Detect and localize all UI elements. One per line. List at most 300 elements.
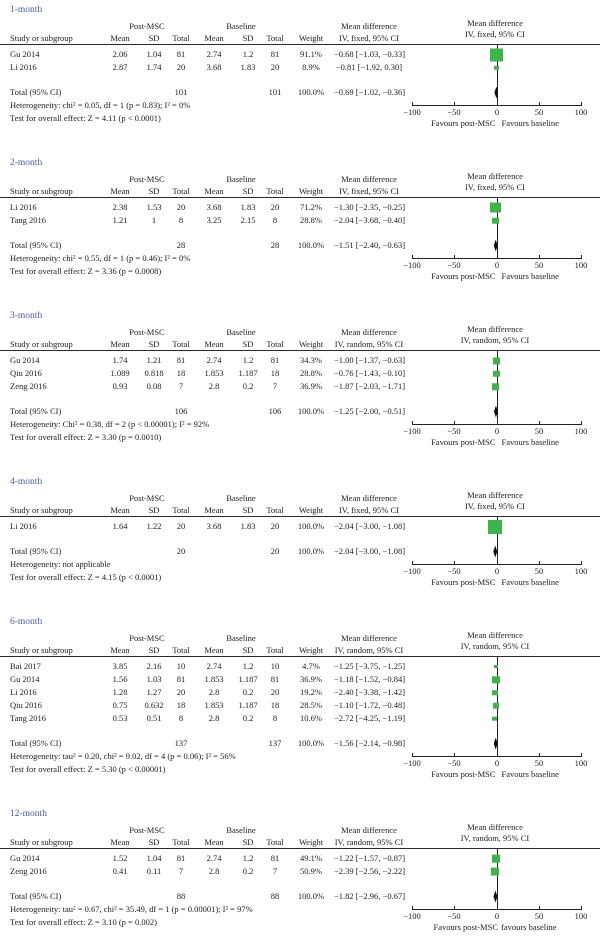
empty-cell [100, 890, 140, 903]
plot-header-method: IV, fixed, 95% CI [464, 29, 526, 39]
total-n1: 101 [174, 87, 188, 97]
total2-column-header: Total [266, 837, 284, 847]
mean1-value: 1.74 [112, 355, 128, 365]
sd2-value: 0.2 [242, 381, 254, 391]
mean2-value: 1.853 [204, 674, 224, 684]
header-spacer [288, 825, 334, 836]
weight-value: 19.2% [300, 687, 322, 697]
sd2-value: 2.15 [240, 215, 256, 225]
total-row [0, 545, 600, 558]
axis-tick [539, 421, 540, 425]
empty-cell [234, 737, 262, 750]
total-weight: 100.0% [297, 87, 325, 97]
plot-header-title: Mean difference [467, 822, 523, 832]
study-row [0, 61, 600, 74]
ci-text: −1.22 [−1.57, −0.87] [334, 853, 406, 863]
ci-text: −2.39 [−2.56, −2.22] [334, 866, 406, 876]
weight-column-header: Weight [298, 645, 324, 655]
group2-header: Baseline [226, 633, 256, 643]
total1-value: 18 [176, 368, 186, 378]
forest-square [488, 520, 502, 534]
axis-tick-label: 50 [534, 260, 544, 270]
empty-cell [100, 239, 140, 252]
axis-tick-label: 50 [534, 911, 544, 921]
method-column-header: IV, random, 95% CI [334, 339, 404, 349]
mean1-value: 3.85 [112, 661, 128, 671]
total2-value: 18 [270, 700, 280, 710]
sd2-value: 1.2 [242, 661, 254, 671]
weight-value: 10.6% [300, 713, 322, 723]
header-spacer [288, 493, 334, 504]
axis-tick-label: −100 [403, 758, 421, 768]
axis-tick-label: −50 [447, 426, 461, 436]
overall-effect-note: Test for overall effect: Z = 3.10 (p = 0.002) [10, 916, 157, 927]
axis-tick [412, 906, 413, 910]
axis-tick-label: −50 [447, 107, 461, 117]
total2-value: 7 [272, 866, 278, 876]
sd1-value: 0.632 [144, 700, 164, 710]
total1-column-header: Total [172, 505, 190, 515]
group1-header: Post-MSC [129, 327, 165, 337]
plot-header [406, 171, 584, 193]
axis-tick-label: −50 [447, 566, 461, 576]
study-column-header: Study or subgroup [10, 837, 73, 847]
axis-tick-label: 100 [574, 758, 588, 768]
section-title: 1-month [10, 5, 43, 15]
axis-tick [454, 753, 455, 757]
favours-caption [406, 577, 584, 587]
heterogeneity-note: Heterogeneity: chi² = 0.05, df = 1 (p = 0.83); I² = 0% [10, 100, 191, 110]
sd2-column-header: SD [242, 33, 254, 43]
favours-right-label: Favours baseline [501, 769, 559, 779]
total1-value: 81 [176, 674, 186, 684]
section-title: 4-month [10, 477, 43, 487]
sd1-value: 1.22 [146, 521, 162, 531]
header-spacer [0, 825, 100, 836]
study-name: Li 2016 [10, 687, 37, 697]
study-row [0, 520, 600, 533]
weight-column-header: Weight [298, 837, 324, 847]
empty-cell [194, 86, 234, 99]
total-diamond [494, 87, 498, 99]
axis-tick [497, 561, 498, 565]
sd2-value: 1.187 [238, 700, 258, 710]
mean1-value: 1.21 [112, 215, 128, 225]
axis-tick-label: 100 [574, 911, 588, 921]
overall-effect-note: Test for overall effect: Z = 3.30 (p = 0.0010) [10, 431, 162, 442]
study-row [0, 660, 600, 673]
axis-tick-label: 50 [534, 107, 544, 117]
sd1-column-header: SD [148, 837, 160, 847]
total-row [0, 890, 600, 903]
plot-header-title: Mean difference [467, 171, 523, 181]
mean1-column-header: Mean [110, 186, 130, 196]
empty-cell [140, 737, 168, 750]
total2-value: 81 [270, 853, 280, 863]
sd1-column-header: SD [148, 645, 160, 655]
weight-column-header: Weight [298, 505, 324, 515]
mean2-value: 3.25 [206, 215, 222, 225]
total-weight: 100.0% [297, 891, 325, 901]
total2-column-header: Total [266, 186, 284, 196]
total2-value: 20 [270, 521, 280, 531]
sd2-value: 1.2 [242, 49, 254, 59]
mean2-value: 2.74 [206, 853, 222, 863]
forest-square [494, 65, 498, 69]
study-row [0, 686, 600, 699]
ci-text: −2.40 [−3.38, −1.42] [334, 687, 406, 697]
forest-square [493, 357, 500, 364]
total2-value: 10 [270, 661, 280, 671]
axis-tick-label: 0 [494, 260, 500, 270]
x-axis [0, 105, 600, 131]
sd2-value: 1.2 [242, 853, 254, 863]
group1-header: Post-MSC [129, 493, 165, 503]
forest-square [493, 370, 500, 377]
section-title: 12-month [10, 809, 47, 819]
heterogeneity-note: Heterogeneity: tau² = 0.20, chi² = 9.02, df = 4 (p = 0.06); I² = 56% [10, 751, 236, 761]
axis-tick [497, 421, 498, 425]
forest-square [494, 665, 498, 669]
total-n1: 106 [174, 406, 188, 416]
sd2-column-header: SD [242, 505, 254, 515]
method-column-header: IV, random, 95% CI [334, 837, 404, 847]
sd1-value: 0.08 [146, 381, 162, 391]
group2-header: Baseline [226, 174, 256, 184]
axis-tick-label: −50 [447, 758, 461, 768]
axis-tick-label: 0 [494, 107, 500, 117]
axis-tick [581, 102, 582, 106]
total-ci: −1.56 [−2.14, −0.98] [334, 738, 406, 748]
weight-value: 49.1% [300, 853, 322, 863]
sd1-value: 1.03 [146, 674, 162, 684]
mean1-column-header: Mean [110, 505, 130, 515]
ci-text: −1.30 [−2.35, −0.25] [334, 202, 406, 212]
plot-header-method: IV, fixed, 95% CI [464, 182, 526, 192]
total2-value: 18 [270, 368, 280, 378]
study-row [0, 367, 600, 380]
favours-right-label: Favours baseline [501, 437, 559, 447]
empty-cell [194, 737, 234, 750]
header-spacer [288, 174, 334, 185]
x-axis [0, 424, 600, 450]
group1-header: Post-MSC [129, 21, 165, 31]
mean1-value: 1.52 [112, 853, 128, 863]
total-row [0, 737, 600, 750]
axis-tick [412, 561, 413, 565]
study-row [0, 201, 600, 214]
mean2-column-header: Mean [204, 339, 224, 349]
plot-header [406, 18, 584, 40]
sd1-value: 1.21 [146, 355, 162, 365]
axis-tick [454, 102, 455, 106]
axis-tick-label: 100 [574, 426, 588, 436]
subgroup-section [0, 4, 600, 131]
total2-value: 8 [272, 215, 278, 225]
total2-value: 7 [272, 381, 278, 391]
plot-header [406, 822, 584, 844]
total1-value: 81 [176, 853, 186, 863]
subgroup-section [0, 157, 600, 284]
empty-cell [234, 890, 262, 903]
sd1-value: 1.74 [146, 62, 162, 72]
sd1-value: 1.53 [146, 202, 162, 212]
mean2-value: 1.853 [204, 700, 224, 710]
x-axis [0, 909, 600, 935]
empty-cell [194, 890, 234, 903]
study-name: Gu 2014 [10, 355, 40, 365]
study-column-header: Study or subgroup [10, 645, 73, 655]
subgroup-section [0, 808, 600, 935]
mean-difference-header: Mean difference [341, 493, 397, 503]
axis-tick-label: −50 [447, 260, 461, 270]
empty-cell [194, 405, 234, 418]
total1-value: 20 [176, 202, 186, 212]
header-spacer [288, 21, 334, 32]
sd2-column-header: SD [242, 645, 254, 655]
weight-value: 50.9% [300, 866, 322, 876]
total2-column-header: Total [266, 33, 284, 43]
study-name: Qiu 2016 [10, 700, 42, 710]
total2-value: 20 [270, 202, 280, 212]
sd1-value: 0.818 [144, 368, 164, 378]
header-spacer [0, 633, 100, 644]
weight-column-header: Weight [298, 186, 324, 196]
study-name: Gu 2014 [10, 674, 40, 684]
axis-tick-label: −100 [403, 426, 421, 436]
total-n2: 106 [268, 406, 282, 416]
forest-square [492, 854, 501, 863]
study-rows [0, 198, 600, 227]
empty-cell [100, 405, 140, 418]
mean2-column-header: Mean [204, 837, 224, 847]
mean2-value: 3.68 [206, 62, 222, 72]
mean1-value: 2.87 [112, 62, 128, 72]
total-label: Total (95% CI) [10, 546, 62, 556]
weight-column-header: Weight [298, 339, 324, 349]
total2-column-header: Total [266, 645, 284, 655]
sd2-value: 0.2 [242, 866, 254, 876]
study-column-header: Study or subgroup [10, 33, 73, 43]
sd1-column-header: SD [148, 339, 160, 349]
total-ci: −1.25 [−2.00, −0.51] [334, 406, 406, 416]
axis-tick-label: −100 [403, 107, 421, 117]
header-spacer [288, 633, 334, 644]
axis-tick [454, 255, 455, 259]
empty-cell [140, 405, 168, 418]
total1-value: 7 [178, 866, 184, 876]
mean1-value: 1.56 [112, 674, 128, 684]
axis-tick [412, 421, 413, 425]
plot-header [406, 630, 584, 652]
sd1-value: 0.11 [146, 866, 162, 876]
header-spacer [0, 493, 100, 504]
heterogeneity-note: Heterogeneity: tau² = 0.67, chi² = 35.49, df = 1 (p = 0.00001); I² = 97% [10, 904, 253, 914]
axis-tick [539, 255, 540, 259]
sd2-column-header: SD [242, 339, 254, 349]
x-axis [0, 756, 600, 782]
total2-column-header: Total [266, 505, 284, 515]
plot-header [406, 324, 584, 346]
axis-tick-label: 100 [574, 260, 588, 270]
study-name: Tang 2016 [10, 713, 46, 723]
sd2-value: 0.2 [242, 713, 254, 723]
mean2-value: 2.74 [206, 355, 222, 365]
study-rows [0, 517, 600, 533]
favours-left-label: Favours post-MSC [431, 271, 496, 281]
axis-tick [581, 561, 582, 565]
mean2-column-header: Mean [204, 645, 224, 655]
total-label: Total (95% CI) [10, 87, 62, 97]
heterogeneity-note: Heterogeneity: Chi² = 0.38, df = 2 (p < 0.00001); I² = 92% [10, 419, 210, 429]
total-weight: 100.0% [297, 240, 325, 250]
total-label: Total (95% CI) [10, 406, 62, 416]
total1-value: 81 [176, 49, 186, 59]
total-row [0, 239, 600, 252]
sd2-value: 1.83 [240, 202, 256, 212]
weight-value: 71.2% [300, 202, 322, 212]
axis-tick-label: 0 [494, 911, 500, 921]
mean2-value: 2.8 [208, 687, 220, 697]
axis-tick-label: −50 [447, 911, 461, 921]
total1-value: 81 [176, 355, 186, 365]
subgroup-section [0, 616, 600, 782]
empty-cell [140, 890, 168, 903]
axis-tick-label: 0 [494, 566, 500, 576]
total-n2: 137 [268, 738, 282, 748]
ci-text: −0.76 [−1.43, −0.10] [334, 368, 406, 378]
study-row [0, 48, 600, 61]
empty-cell [234, 239, 262, 252]
axis-tick [539, 753, 540, 757]
empty-cell [100, 86, 140, 99]
total-weight: 100.0% [297, 738, 325, 748]
total-label: Total (95% CI) [10, 240, 62, 250]
sd1-column-header: SD [148, 505, 160, 515]
group2-header: Baseline [226, 327, 256, 337]
total-n1: 28 [176, 240, 186, 250]
empty-cell [140, 545, 168, 558]
axis-tick-label: 0 [494, 426, 500, 436]
overall-effect-note: Test for overall effect: Z = 4.11 (p < 0.0001) [10, 112, 161, 123]
mean1-value: 0.41 [112, 866, 128, 876]
method-column-header: IV, fixed, 95% CI [338, 186, 400, 196]
study-row [0, 712, 600, 725]
ci-text: −1.00 [−1.37, −0.63] [334, 355, 406, 365]
total1-value: 20 [176, 687, 186, 697]
mean1-value: 0.53 [112, 713, 128, 723]
weight-value: 34.3% [300, 355, 322, 365]
plot-header-method: IV, random, 95% CI [460, 641, 530, 651]
total1-column-header: Total [172, 339, 190, 349]
axis-tick-label: 100 [574, 566, 588, 576]
forest-square [493, 702, 499, 708]
mean1-value: 1.64 [112, 521, 128, 531]
mean2-column-header: Mean [204, 186, 224, 196]
study-column-header: Study or subgroup [10, 505, 73, 515]
total2-value: 8 [272, 713, 278, 723]
total2-value: 81 [270, 674, 280, 684]
axis-tick-label: −100 [403, 566, 421, 576]
study-name: Tang 2016 [10, 215, 46, 225]
ci-text: −1.10 [−1.72, −0.48] [334, 700, 406, 710]
sd2-value: 1.187 [238, 368, 258, 378]
total2-value: 20 [270, 62, 280, 72]
study-name: Li 2016 [10, 521, 37, 531]
total-weight: 100.0% [297, 406, 325, 416]
mean-difference-header: Mean difference [341, 21, 397, 31]
weight-value: 8.9% [302, 62, 320, 72]
mean-difference-header: Mean difference [341, 174, 397, 184]
mean2-value: 2.8 [208, 866, 220, 876]
total-n2: 101 [268, 87, 282, 97]
mean2-value: 2.8 [208, 381, 220, 391]
sd2-column-header: SD [242, 186, 254, 196]
total2-column-header: Total [266, 339, 284, 349]
favours-caption [406, 271, 584, 281]
study-row [0, 699, 600, 712]
study-row [0, 673, 600, 686]
mean2-value: 3.68 [206, 202, 222, 212]
plot-header-method: IV, fixed, 95% CI [464, 501, 526, 511]
favours-left-label: Favours post-MSC [431, 577, 496, 587]
total1-value: 10 [176, 661, 186, 671]
header-spacer [0, 21, 100, 32]
total1-column-header: Total [172, 33, 190, 43]
axis-tick [581, 421, 582, 425]
total-n1: 20 [176, 546, 186, 556]
ci-text: −0.81 [−1.92, 0.30] [335, 62, 403, 72]
favours-left-label: Favours post-MSC [431, 437, 496, 447]
axis-tick-label: −100 [403, 911, 421, 921]
total-n2: 28 [270, 240, 280, 250]
mean1-value: 0.93 [112, 381, 128, 391]
weight-value: 91.1% [300, 49, 322, 59]
header-spacer [288, 327, 334, 338]
group1-header: Post-MSC [129, 825, 165, 835]
mean1-value: 1.089 [110, 368, 130, 378]
total-n1: 137 [174, 738, 188, 748]
overall-effect-note: Test for overall effect: Z = 5.30 (p < 0.00001) [10, 763, 166, 774]
sd2-value: 1.83 [240, 521, 256, 531]
section-title: 3-month [10, 311, 43, 321]
favours-right-label: Favours baseline [501, 577, 559, 587]
forest-square [492, 716, 497, 721]
group1-header: Post-MSC [129, 633, 165, 643]
favours-caption [406, 437, 584, 447]
ci-text: −2.04 [−3.68, −0.40] [334, 215, 406, 225]
mean-difference-header: Mean difference [341, 327, 397, 337]
axis-tick-label: 50 [534, 566, 544, 576]
mean1-column-header: Mean [110, 33, 130, 43]
weight-column-header: Weight [298, 33, 324, 43]
axis-tick [497, 906, 498, 910]
total-n1: 88 [176, 891, 186, 901]
forest-square [490, 48, 503, 61]
group1-header: Post-MSC [129, 174, 165, 184]
study-row [0, 380, 600, 393]
forest-square [492, 690, 498, 696]
total2-value: 20 [270, 687, 280, 697]
group2-header: Baseline [226, 493, 256, 503]
empty-cell [234, 405, 262, 418]
weight-value: 100.0% [297, 521, 325, 531]
total-label: Total (95% CI) [10, 891, 62, 901]
axis-tick [497, 753, 498, 757]
empty-cell [234, 86, 262, 99]
total1-column-header: Total [172, 645, 190, 655]
study-row [0, 852, 600, 865]
